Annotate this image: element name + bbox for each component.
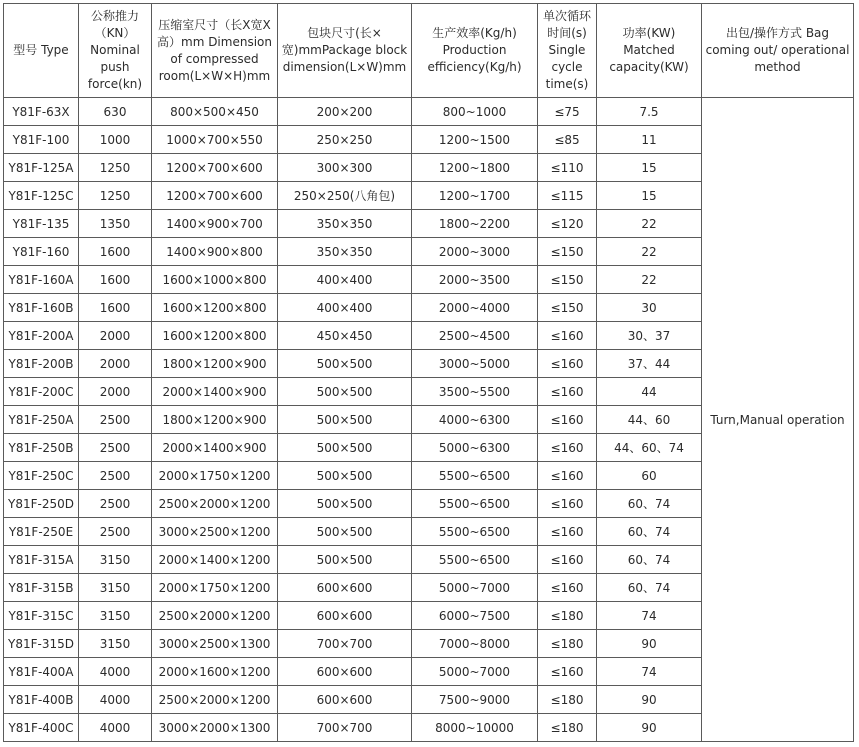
cell-room-dimension: 2000×1750×1200 <box>152 574 278 602</box>
cell-capacity: 30、37 <box>597 322 702 350</box>
cell-type: Y81F-200C <box>4 378 79 406</box>
cell-room-dimension: 3000×2500×1200 <box>152 518 278 546</box>
cell-efficiency: 6000~7500 <box>412 602 538 630</box>
cell-efficiency: 5000~7000 <box>412 658 538 686</box>
cell-type: Y81F-160A <box>4 266 79 294</box>
cell-push-force: 3150 <box>79 574 152 602</box>
cell-room-dimension: 2000×1400×900 <box>152 434 278 462</box>
cell-type: Y81F-200B <box>4 350 79 378</box>
cell-type: Y81F-250B <box>4 434 79 462</box>
cell-package-dimension: 500×500 <box>278 434 412 462</box>
cell-capacity: 22 <box>597 266 702 294</box>
cell-capacity: 60、74 <box>597 574 702 602</box>
header-package-dimension: 包块尺寸(长×宽)mmPackage block dimension(L×W)mm <box>278 4 412 98</box>
cell-efficiency: 5500~6500 <box>412 546 538 574</box>
cell-efficiency: 4000~6300 <box>412 406 538 434</box>
cell-push-force: 1600 <box>79 266 152 294</box>
cell-cycle-time: ≤180 <box>538 630 597 658</box>
cell-room-dimension: 2500×2000×1200 <box>152 602 278 630</box>
cell-push-force: 2500 <box>79 462 152 490</box>
cell-type: Y81F-200A <box>4 322 79 350</box>
cell-cycle-time: ≤150 <box>538 238 597 266</box>
cell-cycle-time: ≤160 <box>538 518 597 546</box>
cell-efficiency: 5500~6500 <box>412 518 538 546</box>
cell-package-dimension: 600×600 <box>278 574 412 602</box>
cell-push-force: 3150 <box>79 630 152 658</box>
cell-room-dimension: 1600×1000×800 <box>152 266 278 294</box>
cell-room-dimension: 1000×700×550 <box>152 126 278 154</box>
cell-capacity: 15 <box>597 154 702 182</box>
cell-efficiency: 1200~1500 <box>412 126 538 154</box>
cell-package-dimension: 250×250 <box>278 126 412 154</box>
cell-package-dimension: 500×500 <box>278 462 412 490</box>
cell-capacity: 90 <box>597 630 702 658</box>
cell-cycle-time: ≤110 <box>538 154 597 182</box>
cell-capacity: 60、74 <box>597 546 702 574</box>
cell-package-dimension: 350×350 <box>278 210 412 238</box>
cell-push-force: 4000 <box>79 686 152 714</box>
cell-room-dimension: 1600×1200×800 <box>152 294 278 322</box>
cell-type: Y81F-400B <box>4 686 79 714</box>
cell-room-dimension: 3000×2500×1300 <box>152 630 278 658</box>
cell-package-dimension: 600×600 <box>278 602 412 630</box>
cell-room-dimension: 1200×700×600 <box>152 154 278 182</box>
cell-efficiency: 5000~7000 <box>412 574 538 602</box>
cell-capacity: 44、60 <box>597 406 702 434</box>
cell-room-dimension: 1800×1200×900 <box>152 406 278 434</box>
header-row <box>4 4 854 98</box>
header-room-dimension: 压缩室尺寸（长X宽X高）mm Dimension of compressed room(L×W×H)mm <box>152 4 278 98</box>
cell-package-dimension: 400×400 <box>278 266 412 294</box>
cell-room-dimension: 1400×900×700 <box>152 210 278 238</box>
cell-efficiency: 5500~6500 <box>412 462 538 490</box>
cell-cycle-time: ≤160 <box>538 406 597 434</box>
cell-type: Y81F-250C <box>4 462 79 490</box>
cell-package-dimension: 700×700 <box>278 630 412 658</box>
cell-efficiency: 1200~1700 <box>412 182 538 210</box>
cell-package-dimension: 400×400 <box>278 294 412 322</box>
cell-package-dimension: 500×500 <box>278 378 412 406</box>
cell-type: Y81F-135 <box>4 210 79 238</box>
cell-capacity: 60 <box>597 462 702 490</box>
cell-capacity: 44、60、74 <box>597 434 702 462</box>
cell-cycle-time: ≤115 <box>538 182 597 210</box>
cell-efficiency: 7500~9000 <box>412 686 538 714</box>
cell-type: Y81F-160 <box>4 238 79 266</box>
cell-capacity: 74 <box>597 602 702 630</box>
table-row <box>4 98 854 126</box>
cell-capacity: 15 <box>597 182 702 210</box>
cell-operation-method: Turn,Manual operation <box>702 98 854 742</box>
cell-efficiency: 1800~2200 <box>412 210 538 238</box>
cell-cycle-time: ≤160 <box>538 434 597 462</box>
header-type: 型号 Type <box>4 4 79 98</box>
cell-efficiency: 800~1000 <box>412 98 538 126</box>
cell-efficiency: 5000~6300 <box>412 434 538 462</box>
cell-push-force: 2500 <box>79 490 152 518</box>
cell-package-dimension: 500×500 <box>278 490 412 518</box>
cell-package-dimension: 500×500 <box>278 406 412 434</box>
header-efficiency: 生产效率(Kg/h) Production efficiency(Kg/h) <box>412 4 538 98</box>
cell-room-dimension: 1800×1200×900 <box>152 350 278 378</box>
spec-table <box>3 3 854 742</box>
cell-push-force: 2500 <box>79 434 152 462</box>
cell-room-dimension: 2000×1750×1200 <box>152 462 278 490</box>
cell-capacity: 44 <box>597 378 702 406</box>
cell-push-force: 4000 <box>79 714 152 742</box>
cell-room-dimension: 2000×1400×900 <box>152 378 278 406</box>
cell-capacity: 74 <box>597 658 702 686</box>
cell-push-force: 1600 <box>79 294 152 322</box>
cell-push-force: 630 <box>79 98 152 126</box>
cell-cycle-time: ≤85 <box>538 126 597 154</box>
cell-push-force: 1250 <box>79 182 152 210</box>
cell-push-force: 2000 <box>79 350 152 378</box>
cell-package-dimension: 250×250(八角包) <box>278 182 412 210</box>
cell-package-dimension: 600×600 <box>278 686 412 714</box>
cell-package-dimension: 200×200 <box>278 98 412 126</box>
cell-capacity: 22 <box>597 238 702 266</box>
cell-type: Y81F-315B <box>4 574 79 602</box>
cell-efficiency: 2500~4500 <box>412 322 538 350</box>
cell-push-force: 3150 <box>79 602 152 630</box>
cell-type: Y81F-400A <box>4 658 79 686</box>
cell-push-force: 1000 <box>79 126 152 154</box>
cell-capacity: 60、74 <box>597 490 702 518</box>
cell-push-force: 3150 <box>79 546 152 574</box>
cell-efficiency: 3500~5500 <box>412 378 538 406</box>
cell-cycle-time: ≤160 <box>538 322 597 350</box>
cell-cycle-time: ≤180 <box>538 686 597 714</box>
cell-cycle-time: ≤160 <box>538 574 597 602</box>
header-capacity: 功率(KW) Matched capacity(KW) <box>597 4 702 98</box>
cell-push-force: 1350 <box>79 210 152 238</box>
cell-capacity: 37、44 <box>597 350 702 378</box>
cell-cycle-time: ≤160 <box>538 546 597 574</box>
cell-push-force: 4000 <box>79 658 152 686</box>
cell-capacity: 60、74 <box>597 518 702 546</box>
cell-package-dimension: 500×500 <box>278 350 412 378</box>
cell-room-dimension: 1600×1200×800 <box>152 322 278 350</box>
cell-efficiency: 2000~4000 <box>412 294 538 322</box>
cell-room-dimension: 800×500×450 <box>152 98 278 126</box>
cell-room-dimension: 1200×700×600 <box>152 182 278 210</box>
cell-capacity: 30 <box>597 294 702 322</box>
cell-push-force: 1600 <box>79 238 152 266</box>
cell-push-force: 2000 <box>79 378 152 406</box>
cell-efficiency: 3000~5000 <box>412 350 538 378</box>
cell-type: Y81F-100 <box>4 126 79 154</box>
cell-package-dimension: 450×450 <box>278 322 412 350</box>
table-body <box>4 98 854 742</box>
header-push-force: 公称推力（KN）Nominal push force(kn) <box>79 4 152 98</box>
cell-type: Y81F-250A <box>4 406 79 434</box>
cell-room-dimension: 2000×1400×1200 <box>152 546 278 574</box>
cell-capacity: 90 <box>597 714 702 742</box>
cell-type: Y81F-125A <box>4 154 79 182</box>
cell-type: Y81F-400C <box>4 714 79 742</box>
cell-cycle-time: ≤160 <box>538 350 597 378</box>
cell-type: Y81F-315D <box>4 630 79 658</box>
cell-type: Y81F-63X <box>4 98 79 126</box>
cell-room-dimension: 2500×2000×1200 <box>152 490 278 518</box>
cell-package-dimension: 500×500 <box>278 546 412 574</box>
cell-efficiency: 7000~8000 <box>412 630 538 658</box>
cell-cycle-time: ≤160 <box>538 658 597 686</box>
cell-efficiency: 2000~3500 <box>412 266 538 294</box>
cell-type: Y81F-250D <box>4 490 79 518</box>
cell-cycle-time: ≤150 <box>538 294 597 322</box>
cell-push-force: 2500 <box>79 518 152 546</box>
cell-package-dimension: 500×500 <box>278 518 412 546</box>
cell-capacity: 22 <box>597 210 702 238</box>
cell-capacity: 90 <box>597 686 702 714</box>
cell-capacity: 7.5 <box>597 98 702 126</box>
cell-cycle-time: ≤75 <box>538 98 597 126</box>
cell-cycle-time: ≤150 <box>538 266 597 294</box>
cell-package-dimension: 350×350 <box>278 238 412 266</box>
cell-push-force: 1250 <box>79 154 152 182</box>
cell-room-dimension: 1400×900×800 <box>152 238 278 266</box>
cell-room-dimension: 2000×1600×1200 <box>152 658 278 686</box>
cell-efficiency: 1200~1800 <box>412 154 538 182</box>
cell-efficiency: 5500~6500 <box>412 490 538 518</box>
header-operation: 出包/操作方式 Bag coming out/ operational method <box>702 4 854 98</box>
cell-room-dimension: 2500×2000×1200 <box>152 686 278 714</box>
cell-type: Y81F-125C <box>4 182 79 210</box>
cell-capacity: 11 <box>597 126 702 154</box>
cell-cycle-time: ≤160 <box>538 490 597 518</box>
cell-package-dimension: 600×600 <box>278 658 412 686</box>
cell-cycle-time: ≤180 <box>538 714 597 742</box>
cell-cycle-time: ≤120 <box>538 210 597 238</box>
cell-efficiency: 2000~3000 <box>412 238 538 266</box>
cell-type: Y81F-315C <box>4 602 79 630</box>
cell-cycle-time: ≤160 <box>538 462 597 490</box>
header-cycle-time: 单次循环时间(s) Single cycle time(s) <box>538 4 597 98</box>
cell-cycle-time: ≤160 <box>538 378 597 406</box>
cell-efficiency: 8000~10000 <box>412 714 538 742</box>
cell-push-force: 2000 <box>79 322 152 350</box>
cell-type: Y81F-160B <box>4 294 79 322</box>
cell-push-force: 2500 <box>79 406 152 434</box>
cell-room-dimension: 3000×2000×1300 <box>152 714 278 742</box>
cell-type: Y81F-250E <box>4 518 79 546</box>
cell-cycle-time: ≤180 <box>538 602 597 630</box>
cell-package-dimension: 300×300 <box>278 154 412 182</box>
cell-package-dimension: 700×700 <box>278 714 412 742</box>
cell-type: Y81F-315A <box>4 546 79 574</box>
